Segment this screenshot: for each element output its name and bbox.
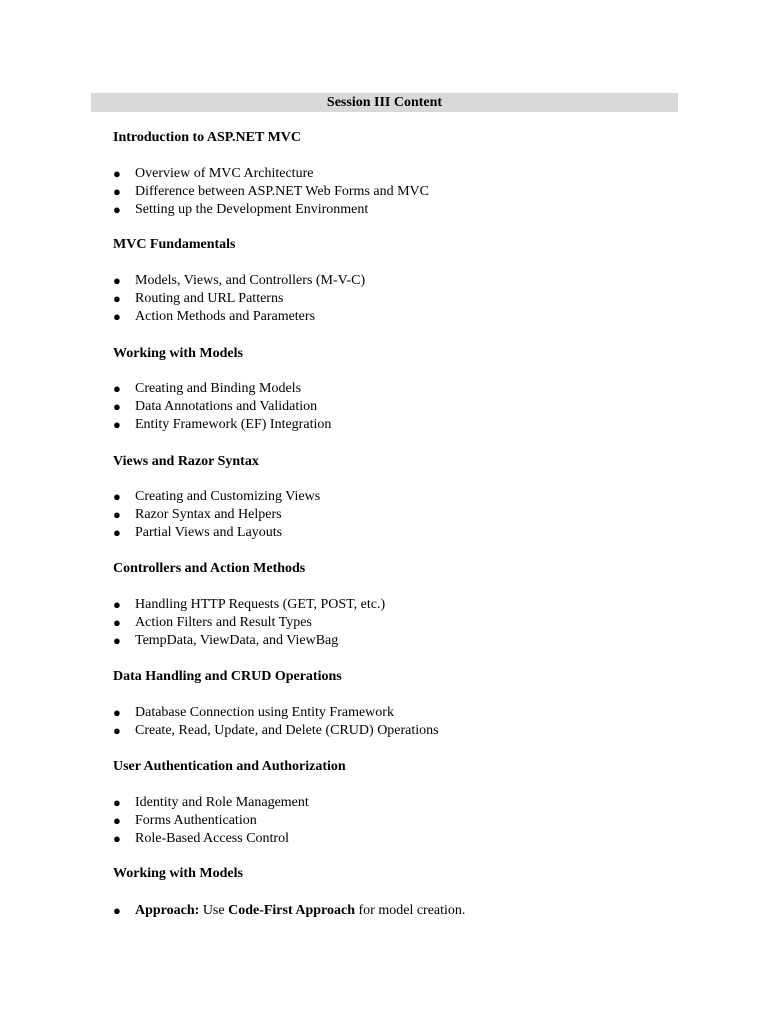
bullet-icon: ● (113, 525, 121, 540)
list-item-text: Create, Read, Update, and Delete (CRUD) Operations (135, 723, 439, 738)
list-item-text: Routing and URL Patterns (135, 291, 284, 306)
bullet-icon: ● (113, 813, 121, 828)
section-heading: MVC Fundamentals (113, 237, 236, 252)
bullet-icon: ● (113, 903, 121, 918)
list-item-text: Creating and Customizing Views (135, 489, 321, 504)
approach-text (135, 902, 465, 920)
approach-emphasis: Code-First Approach (228, 903, 356, 918)
list-item-text: Entity Framework (EF) Integration (135, 417, 332, 432)
bullet-icon: ● (113, 184, 121, 199)
list-item-text: Identity and Role Management (135, 795, 309, 810)
list-item-text: Overview of MVC Architecture (135, 166, 314, 181)
list-item-text: Setting up the Development Environment (135, 202, 369, 217)
list-item-text: Partial Views and Layouts (135, 525, 283, 540)
bullet-icon: ● (113, 723, 121, 738)
bullet-icon: ● (113, 597, 121, 612)
list-item-text: Forms Authentication (135, 813, 257, 828)
bullet-icon: ● (113, 291, 121, 306)
bullet-icon: ● (113, 615, 121, 630)
section-heading: Working with Models (113, 346, 243, 361)
bullet-icon: ● (113, 202, 121, 217)
bullet-icon: ● (113, 831, 121, 846)
approach-post: for model creation. (355, 903, 466, 918)
list-item-text: Models, Views, and Controllers (M-V-C) (135, 273, 366, 288)
list-item-text: Creating and Binding Models (135, 381, 302, 396)
list-item-text: Difference between ASP.NET Web Forms and MVC (135, 184, 429, 199)
bullet-icon: ● (113, 507, 121, 522)
bullet-icon: ● (113, 273, 121, 288)
list-item-text: Action Methods and Parameters (135, 309, 316, 324)
bullet-icon: ● (113, 417, 121, 432)
list-item-text: Data Annotations and Validation (135, 399, 318, 414)
bullet-icon: ● (113, 633, 121, 648)
section-heading: Data Handling and CRUD Operations (113, 669, 342, 684)
bullet-icon: ● (113, 705, 121, 720)
bullet-icon: ● (113, 381, 121, 396)
bullet-icon: ● (113, 166, 121, 181)
section-heading: Working with Models (113, 866, 243, 881)
approach-pre: Use (199, 903, 229, 918)
list-item-text: Database Connection using Entity Framework (135, 705, 394, 720)
list-item-text: Razor Syntax and Helpers (135, 507, 282, 522)
section-heading: Controllers and Action Methods (113, 561, 306, 576)
section-heading: User Authentication and Authorization (113, 759, 346, 774)
bullet-icon: ● (113, 399, 121, 414)
section-heading: Introduction to ASP.NET MVC (113, 130, 302, 145)
bullet-icon: ● (113, 309, 121, 324)
list-item-text: Handling HTTP Requests (GET, POST, etc.) (135, 597, 386, 612)
list-item-text: Role-Based Access Control (135, 831, 289, 846)
approach-label: Approach: (135, 903, 200, 918)
bullet-icon: ● (113, 795, 121, 810)
bullet-icon: ● (113, 489, 121, 504)
list-item-text: Action Filters and Result Types (135, 615, 312, 630)
session-title-bar (91, 93, 678, 112)
section-heading: Views and Razor Syntax (113, 454, 259, 469)
session-title: Session III Content (326, 95, 443, 110)
list-item-text: TempData, ViewData, and ViewBag (135, 633, 339, 648)
